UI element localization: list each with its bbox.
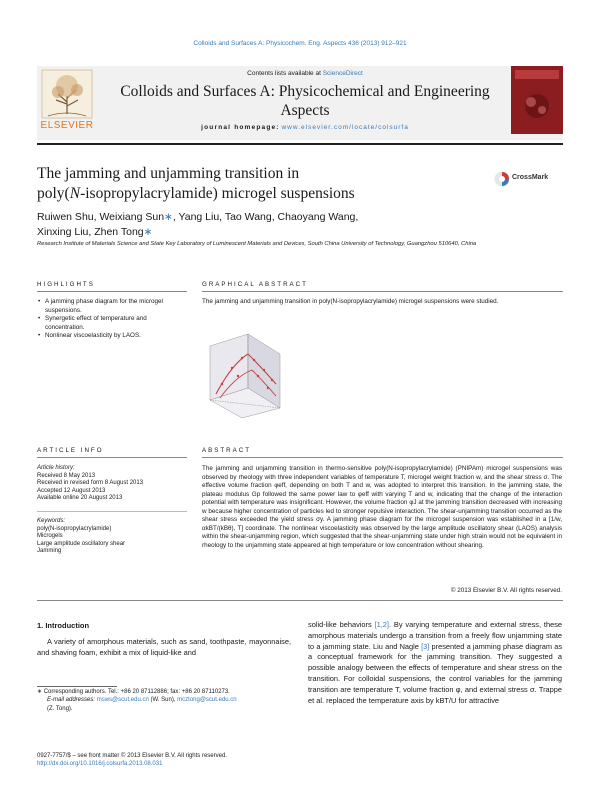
keywords-label: Keywords:	[37, 518, 66, 524]
affiliation: Research Institute of Materials Science and State Key Laboratory of Luminescent Materials and Devices, South China University of Technology, Guangzhou 510640, China	[37, 241, 477, 247]
contents-prefix: Contents lists available at	[247, 70, 321, 77]
crossmark-icon	[494, 171, 510, 187]
intro-left-column: A variety of amorphous materials, such as sand, toothpaste, mayonnaise, and shaving foam, exhibit a mix of liquid-like and	[37, 637, 291, 657]
list-item: • A jamming phase diagram for the microgel suspensions.	[37, 298, 177, 315]
authors-line-2: Xinxing Liu, Zhen Tong∗	[37, 226, 153, 238]
section-heading: 1. Introduction	[37, 621, 90, 630]
list-item: Received 8 May 2013	[37, 472, 96, 479]
abstract-bottom-rule	[37, 600, 563, 601]
header-divider	[37, 143, 563, 145]
citation-link[interactable]: [3]	[421, 641, 430, 651]
list-item: Jamming	[37, 548, 62, 554]
corresponding-author: ∗ Corresponding authors. Tel.: +86 20 87112886; fax: +86 20 87110273.	[37, 689, 230, 695]
article-info-rule	[37, 457, 187, 458]
title-line-1: The jamming and unjamming transition in	[37, 165, 300, 182]
list-item: poly(N-isopropylacrylamide)	[37, 525, 112, 532]
homepage-link[interactable]: www.elsevier.com/locate/colsurfa	[281, 124, 409, 131]
abstract-copyright: © 2013 Elsevier B.V. All rights reserved.	[450, 587, 562, 594]
journal-citation[interactable]: Colloids and Surfaces A: Physicochem. Eng. Aspects 436 (2013) 912–921	[193, 40, 407, 47]
abstract-rule	[202, 457, 563, 458]
highlights-heading: HIGHLIGHTS	[37, 281, 95, 288]
footnote	[37, 688, 291, 713]
sciencedirect-link[interactable]: ScienceDirect	[322, 70, 363, 77]
email-addresses: E-mail addresses: msws@scut.edu.cn (W. Sun), mcztong@scut.edu.cn	[47, 697, 237, 704]
elsevier-wordmark: ELSEVIER	[40, 120, 94, 131]
intro-right-column: solid-like behaviors [1,2]. By varying temperature and external stress, these amorphous materials undergo a transition from a freely flow unjamming state to a jamming state. Liu and Nagle [3] presented a jamming phase diagram as a conceptual framework for the jamming transition. They suggested a possible analogy between the effects of temperature and shear stress on the transition. For colloidal suspensions, the control variables for the jamming transition are temperature T, volume fraction φ, and external stress σ. Trappe et al. replaced the temperature axis by kBT/U for attractive	[308, 620, 563, 705]
list-item: Accepted 12 August 2013	[37, 487, 106, 494]
journal-homepage	[100, 124, 510, 131]
ga-rule	[202, 291, 563, 292]
history-label: Article history:	[37, 465, 75, 471]
list-item: Received in revised form 8 August 2013	[37, 480, 144, 486]
article-history	[37, 465, 187, 503]
graphical-abstract-text: The jamming and unjamming transition in poly(N-isopropylacrylamide) microgel suspensions were studied.	[202, 298, 499, 305]
email-name: (Z. Tong).	[47, 705, 73, 712]
list-item: Available online 20 August 2013	[37, 495, 123, 501]
graphical-abstract-heading: GRAPHICAL ABSTRACT	[202, 281, 308, 288]
homepage-label: journal homepage:	[201, 124, 280, 131]
highlights-list	[37, 298, 177, 341]
journal-cover-image	[511, 66, 563, 134]
title-line-2: poly(N-isopropylacrylamide) microgel suspensions	[37, 185, 355, 202]
issn-info	[37, 752, 337, 768]
article-info-heading: ARTICLE INFO	[37, 447, 104, 454]
author-list	[37, 210, 477, 240]
list-item: Microgels	[37, 533, 63, 539]
abstract-text: The jamming and unjamming transition in thermo-sensitive poly(N-isopropylacrylamide) (PNIPAm) microgel suspensions was observed by rheology with three independent variables of temperature T, microgel weight fraction w, and the shear stress σ. The effective volume fraction φeff, depending on both T and w, was adopted to interpret this transition. In the jamming state, the plateau modulus Gp followed the same power law to φeff with varying T and w, indicating that the change of the interaction potential with temperature was insignificant. However, the volume fraction φJ at the jamming transition decreased with increasing w because higher concentration of particles led to stronger repulsive interaction. The shear-unjamming transition occurred as the shear stress exceeded the yield stress σy. A jamming phase diagram for the microgel suspension was established in a [1/w, αkBT/(kBθ), T] coordinate. The nonlinear viscoelasticity was observed by the large amplitude oscillatory shear (LAOS) analysis within the shear-unjamming region, which suggested that the shear-unjamming state under high strain would not be equivalent in rheology to the unjamming state appeared at high temperature or low concentration without shearing.	[202, 465, 562, 549]
front-matter-line: 0927-7757/$ – see front matter © 2013 Elsevier B.V. All rights reserved.	[37, 753, 227, 759]
list-item: • Synergetic effect of temperature and concentration.	[37, 315, 177, 332]
list-item: Large amplitude oscillatory shear	[37, 540, 126, 547]
email-link[interactable]: mcztong@scut.edu.cn	[177, 697, 237, 704]
doi-link[interactable]: http://dx.doi.org/10.1016/j.colsurfa.2013.08.031	[37, 761, 163, 767]
elsevier-logo	[38, 68, 96, 134]
abstract-heading: ABSTRACT	[202, 447, 252, 454]
article-title	[37, 164, 477, 204]
contents-availability	[100, 70, 510, 77]
journal-title: Colloids and Surfaces A: Physicochemical and Engineering Aspects	[120, 83, 490, 119]
keywords-rule	[37, 511, 187, 512]
email-link[interactable]: msws@scut.edu.cn	[96, 697, 149, 704]
citation-link[interactable]: [1,2]	[374, 620, 389, 629]
crossmark-label: CrossMark	[512, 174, 549, 181]
highlights-rule	[37, 291, 187, 292]
authors-line-1: Ruiwen Shu, Weixiang Sun∗, Yang Liu, Tao Wang, Chaoyang Wang,	[37, 211, 359, 223]
keywords	[37, 518, 187, 556]
graphical-abstract-figure	[202, 324, 302, 418]
list-item: • Nonlinear viscoelasticity by LAOS.	[37, 332, 177, 341]
footnote-rule	[37, 686, 117, 687]
crossmark-badge[interactable]	[494, 171, 560, 187]
